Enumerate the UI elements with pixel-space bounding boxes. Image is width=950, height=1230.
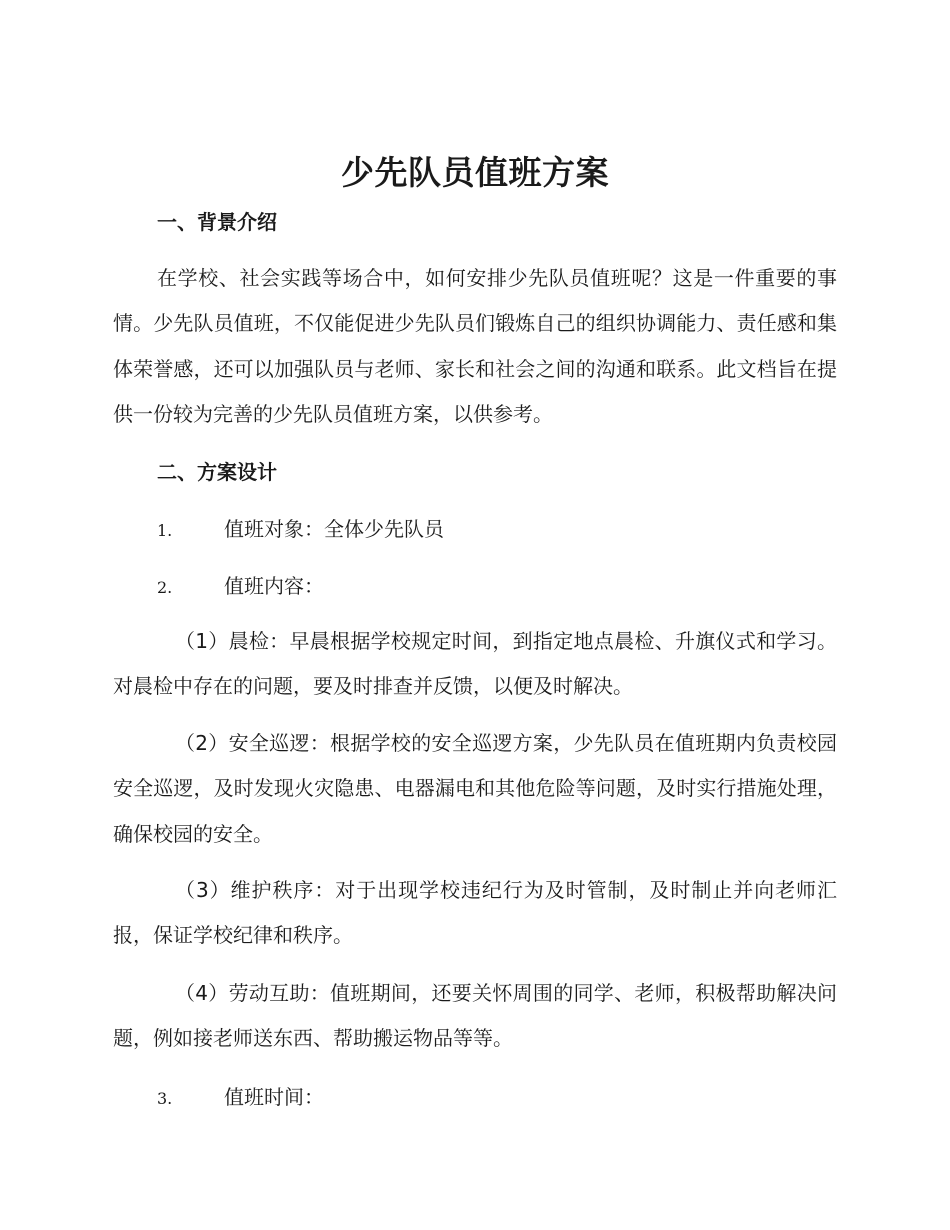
list-text: 值班对象：全体少先队员 [224,517,444,541]
list-number: 2. [157,578,173,597]
list-item [157,572,324,602]
duty-content-morning-check: （1）晨检：早晨根据学校规定时间，到指定地点晨检、升旗仪式和学习。对晨检中存在的问题，要及时排查并反馈，以便及时解决。 [113,629,837,699]
duty-content-mutual-help: （4）劳动互助：值班期间，还要关怀周围的同学、老师，积极帮助解决问题，例如接老师送东西、帮助搬运物品等等。 [113,981,837,1051]
list-text: 值班时间： [224,1085,324,1109]
list-item [157,1083,324,1113]
section-heading-plan-design: 二、方案设计 [157,460,277,484]
list-number: 3. [157,1089,173,1108]
background-paragraph: 在学校、社会实践等场合中，如何安排少先队员值班呢？这是一件重要的事情。少先队员值班，不仅能促进少先队员们锻炼自己的组织协调能力、责任感和集体荣誉感，还可以加强队员与老师、家长和社会之间的沟通和联系。此文档旨在提供一份较为完善的少先队员值班方案，以供参考。 [113,266,837,426]
duty-content-maintain-order: （3）维护秩序：对于出现学校违纪行为及时管制，及时制止并向老师汇报，保证学校纪律和秩序。 [113,878,837,948]
document-title: 少先队员值班方案 [341,153,609,192]
duty-content-safety-patrol: （2）安全巡逻：根据学校的安全巡逻方案，少先队员在值班期内负责校园安全巡逻，及时发现火灾隐患、电器漏电和其他危险等问题，及时实行措施处理，确保校园的安全。 [113,731,837,846]
section-heading-background: 一、背景介绍 [157,210,277,234]
list-item [157,515,444,545]
list-number: 1. [157,521,173,540]
list-text: 值班内容： [224,574,324,598]
